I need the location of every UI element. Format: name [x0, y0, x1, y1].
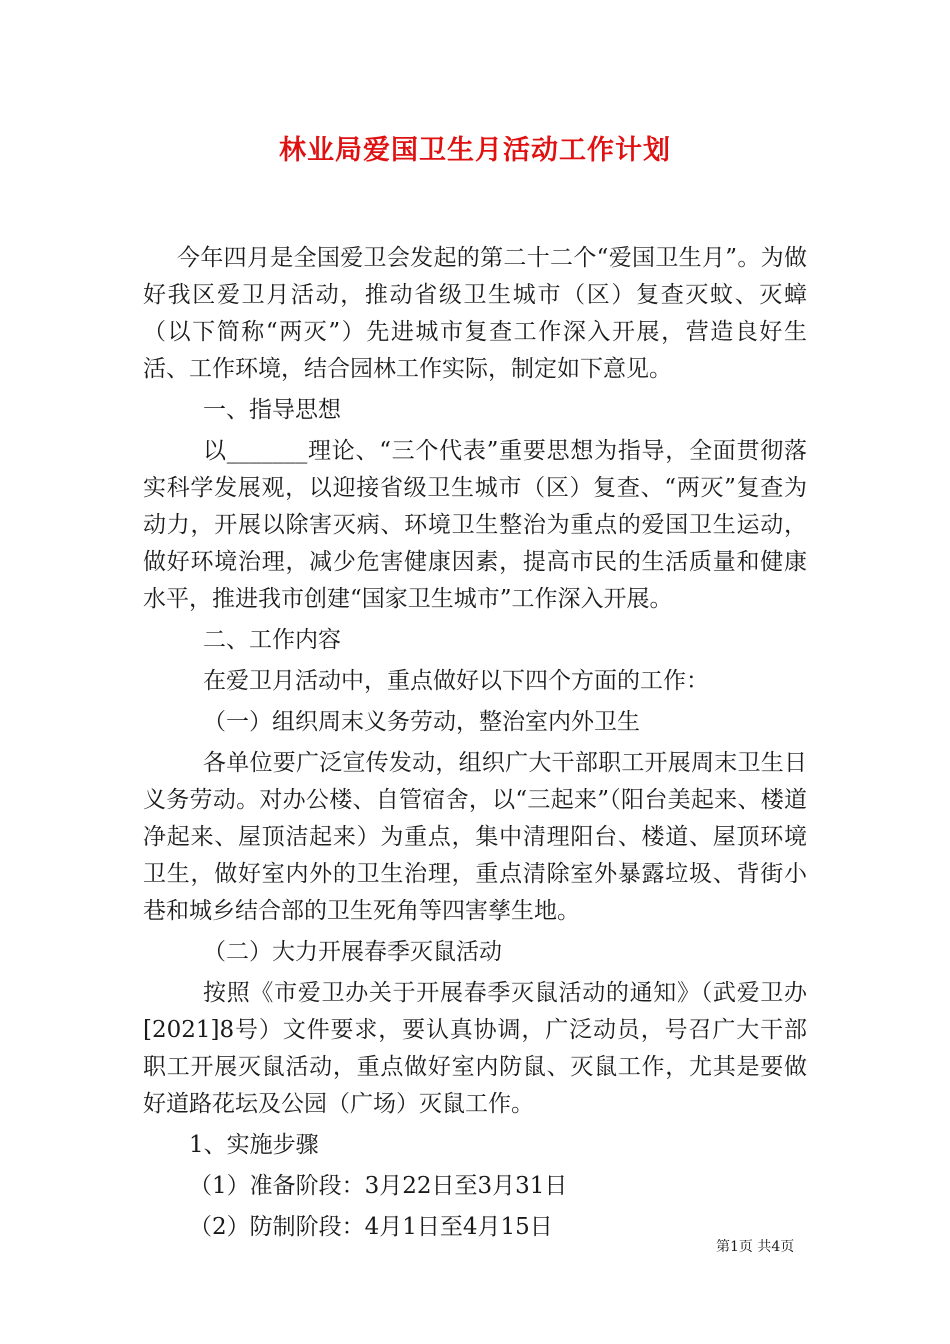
heading-implementation-steps: 1、实施步骤 — [189, 1132, 319, 1158]
document-title: 林业局爱国卫生月活动工作计划 — [279, 135, 671, 166]
paragraph-work-content-intro: 在爱卫月活动中，重点做好以下四个方面的工作： — [203, 668, 709, 694]
step-prevention: （2）防制阶段：4月1日至4月15日 — [189, 1214, 553, 1240]
page-number: 第1页 共4页 — [716, 1239, 795, 1255]
subheading-rodent-control: （二）大力开展春季灭鼠活动 — [203, 939, 502, 965]
heading-guiding-thought: 一、指导思想 — [203, 397, 341, 423]
subheading-weekend-labor: （一）组织周末义务劳动，整治室内外卫生 — [203, 709, 640, 735]
paragraph-intro: 今年四月是全国爱卫会发起的第二十二个“爱国卫生月”。为做好我区爱卫月活动，推动省级卫生城市（区）复查灭蚊、灭蟑（以下简称“两灭”）先进城市复查工作深入开展，营造良好生活、工作环境，结合园林工作实际，制定如下意见。 — [143, 245, 807, 382]
paragraph-weekend-labor: 各单位要广泛宣传发动，组织广大干部职工开展周末卫生日义务劳动。对办公楼、自管宿舍，以“三起来”（阳台美起来、楼道净起来、屋顶洁起来）为重点，集中清理阳台、楼道、屋顶环境卫生，做好室内外的卫生治理，重点清除室外暴露垃圾、背街小巷和城乡结合部的卫生死角等四害孳生地。 — [143, 750, 807, 924]
step-preparation: （1）准备阶段：3月22日至3月31日 — [189, 1173, 568, 1199]
document-body — [143, 240, 807, 1246]
paragraph-guiding-thought: 以_______理论、“三个代表”重要思想为指导，全面贯彻落实科学发展观，以迎接省级卫生城市（区）复查、“两灭”复查为动力，开展以除害灭病、环境卫生整治为重点的爱国卫生运动，做好环境治理，减少危害健康因素，提高市民的生活质量和健康水平，推进我市创建“国家卫生城市”工作深入开展。 — [143, 438, 807, 612]
heading-work-content: 二、工作内容 — [203, 627, 341, 653]
paragraph-rodent-control: 按照《市爱卫办关于开展春季灭鼠活动的通知》（武爱卫办[2021]8号）文件要求，要认真协调，广泛动员，号召广大干部职工开展灭鼠活动，重点做好室内防鼠、灭鼠工作，尤其是要做好道路花坛及公园（广场）灭鼠工作。 — [143, 980, 807, 1117]
